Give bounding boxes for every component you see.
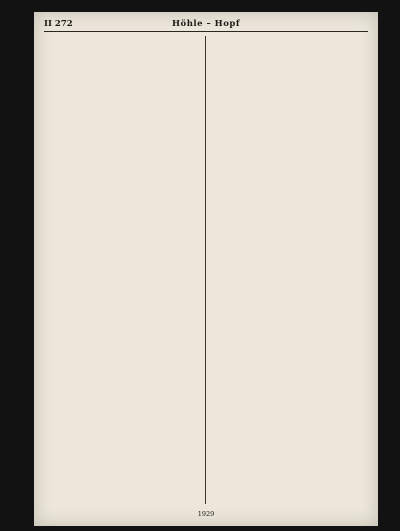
column-divider (205, 36, 206, 504)
footer-year: 1929 (197, 510, 215, 518)
entries-column-left (44, 36, 202, 504)
directory-page (34, 12, 378, 526)
running-head: Höhle – Hopf (172, 19, 240, 29)
page-header (44, 17, 368, 32)
entries-column-right (210, 36, 368, 504)
page-number: II 272 (44, 19, 73, 29)
